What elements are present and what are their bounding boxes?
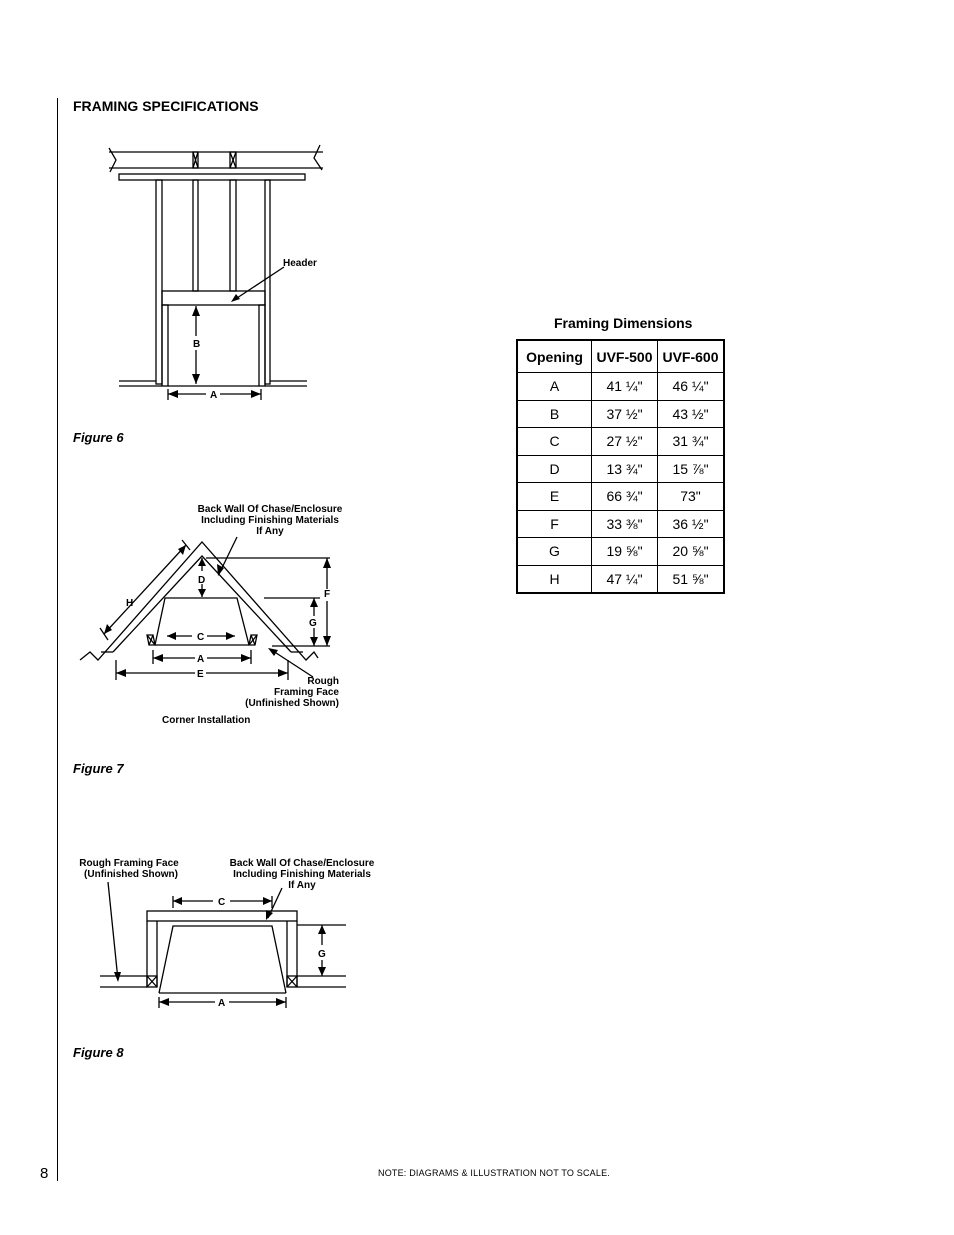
table-cell: 19 ⅝" — [592, 538, 658, 566]
back-wall-callout-1: Back Wall Of Chase/Enclosure — [229, 858, 375, 869]
table-row — [517, 565, 724, 593]
dim-d-label: D — [198, 575, 206, 586]
column-header: UVF-600 — [658, 340, 725, 373]
table-cell: 46 ¼" — [658, 373, 725, 401]
figure-8-caption: Figure 8 — [73, 1045, 124, 1060]
column-header: Opening — [517, 340, 592, 373]
figure-7-caption: Figure 7 — [73, 761, 124, 776]
rough-face-callout-1: Rough — [307, 676, 339, 687]
table-row — [517, 483, 724, 511]
table-cell: 36 ½" — [658, 510, 725, 538]
table-cell: B — [517, 400, 592, 428]
back-wall-callout-2: Including Finishing Materials — [233, 869, 371, 880]
table-cell: C — [517, 428, 592, 456]
scale-note: NOTE: DIAGRAMS & ILLUSTRATION NOT TO SCALE. — [378, 1168, 610, 1178]
table-cell: E — [517, 483, 592, 511]
framing-dimensions-table — [516, 339, 725, 594]
rough-face-callout-3: (Unfinished Shown) — [245, 698, 339, 709]
dim-a-label: A — [210, 390, 218, 401]
table-cell: D — [517, 455, 592, 483]
table-row — [517, 373, 724, 401]
rough-face-callout-2: (Unfinished Shown) — [84, 869, 178, 880]
table-cell: A — [517, 373, 592, 401]
table-header-row — [517, 340, 724, 373]
header-label: Header — [283, 258, 317, 269]
table-cell: 43 ½" — [658, 400, 725, 428]
table-cell: 15 ⅞" — [658, 455, 725, 483]
table-cell: 51 ⅝" — [658, 565, 725, 593]
table-cell: 41 ¼" — [592, 373, 658, 401]
table-title: Framing Dimensions — [554, 315, 693, 331]
table-row — [517, 400, 724, 428]
table-row — [517, 510, 724, 538]
dim-h-label: H — [126, 598, 134, 609]
dim-c-label: C — [197, 632, 205, 643]
dim-g-label: G — [318, 949, 326, 960]
table-cell: F — [517, 510, 592, 538]
back-wall-callout-3: If Any — [288, 880, 316, 891]
back-wall-callout-2: Including Finishing Materials — [201, 515, 339, 526]
back-wall-callout-3: If Any — [256, 526, 284, 537]
dim-c-label: C — [218, 897, 226, 908]
table-cell: 13 ¾" — [592, 455, 658, 483]
table-row — [517, 428, 724, 456]
dim-e-label: E — [197, 669, 204, 680]
table-cell: 47 ¼" — [592, 565, 658, 593]
dim-b-label: B — [193, 339, 201, 350]
table-cell: 73" — [658, 483, 725, 511]
dim-f-label: F — [324, 589, 331, 600]
table-cell: 66 ¾" — [592, 483, 658, 511]
table-row — [517, 455, 724, 483]
table-cell: 37 ½" — [592, 400, 658, 428]
table-cell: 33 ⅜" — [592, 510, 658, 538]
rough-face-callout-2: Framing Face — [273, 687, 339, 698]
table-cell: 27 ½" — [592, 428, 658, 456]
back-wall-callout-1: Back Wall Of Chase/Enclosure — [197, 504, 343, 515]
section-heading: FRAMING SPECIFICATIONS — [73, 98, 259, 114]
column-header: UVF-500 — [592, 340, 658, 373]
table-cell: G — [517, 538, 592, 566]
table-cell: 20 ⅝" — [658, 538, 725, 566]
table-cell: H — [517, 565, 592, 593]
dim-a-label: A — [218, 998, 226, 1009]
rough-face-callout-1: Rough Framing Face — [79, 858, 179, 869]
corner-installation-label: Corner Installation — [162, 715, 251, 726]
table-cell: 31 ¾" — [658, 428, 725, 456]
page-number: 8 — [40, 1165, 49, 1182]
figure-6-caption: Figure 6 — [73, 430, 124, 445]
table-row — [517, 538, 724, 566]
dim-g-label: G — [309, 618, 317, 629]
dim-a-label: A — [197, 654, 205, 665]
